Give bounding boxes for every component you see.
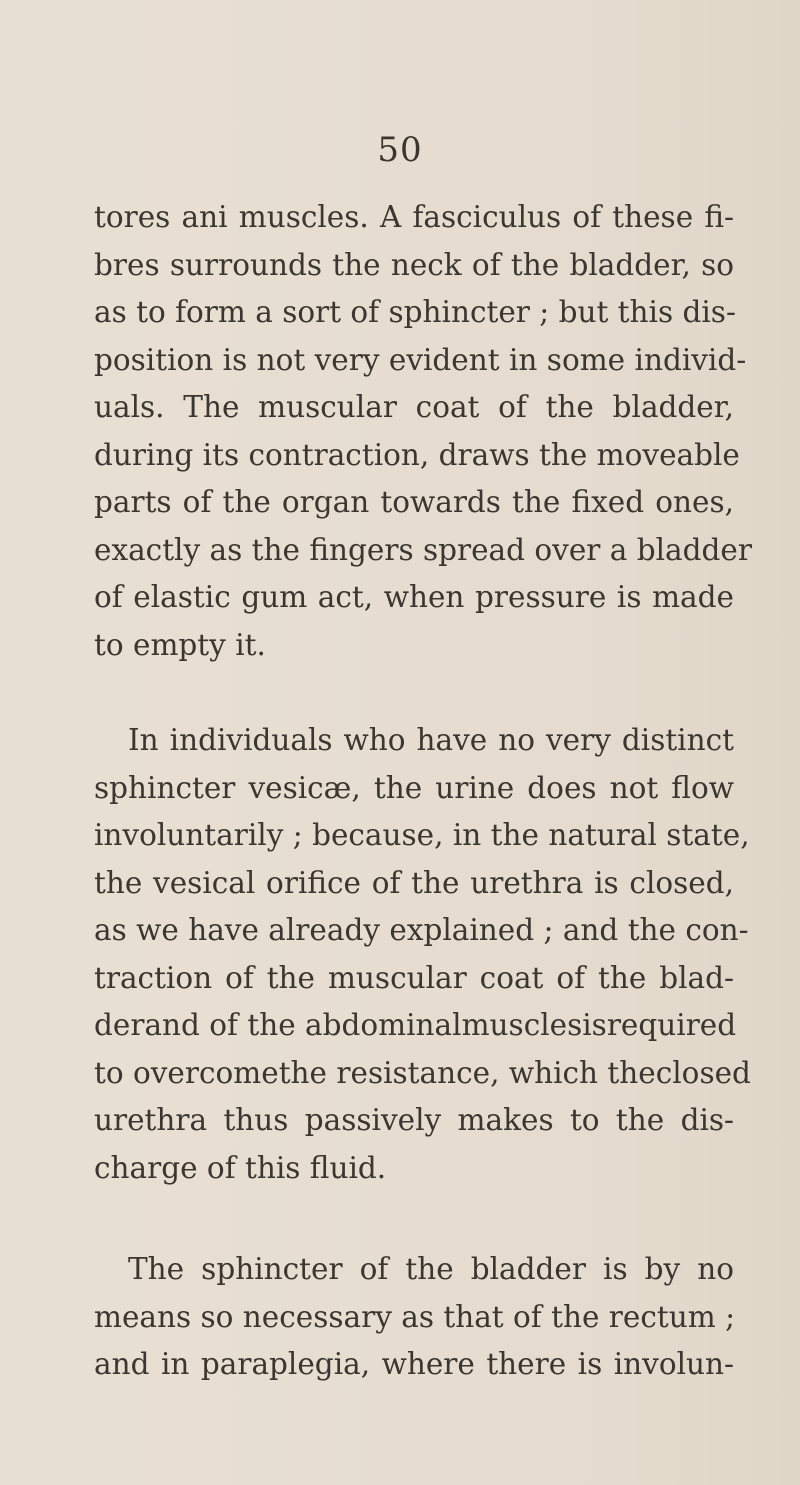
text-line: traction of the muscular coat of the blad- [94,960,734,995]
text-line: involuntarily ; because, in the natural state, [94,818,750,852]
text-line: The sphincter of the bladder is by no [128,1252,734,1286]
text-line: position is not very evident in some individ- [94,342,747,377]
text-line: as we have already explained ; and the con- [94,913,749,947]
text-line: exactly as the fingers spread over a bladder [94,532,752,567]
text-line: sphincter vesicæ, the urine does not flow [94,770,734,805]
paragraph-spacer [94,669,734,717]
text-line: means so necessary as that of the rectum ; [94,1299,736,1334]
paragraph-spacer [94,1192,734,1246]
text-line: during its contraction, draws the moveable [94,437,740,472]
text-line: derand of the abdominalmusclesisrequired [94,1008,737,1042]
text-line: parts of the organ towards the fixed ones, [94,485,734,519]
text-line: and in paraplegia, where there is involun- [94,1347,734,1381]
paragraph-3 [94,1246,734,1389]
text-line: urethra thus passively makes to the dis- [94,1103,734,1137]
paragraph-1 [94,194,752,669]
text-line: as to form a sort of sphincter ; but this dis- [94,295,736,329]
text-line: to overcomethe resistance, which theclosed [94,1055,751,1090]
text-line: bres surrounds the neck of the bladder, so [94,247,734,282]
text-line: charge of this fluid. [94,1150,387,1185]
page-number: 50 [377,130,423,170]
text-line: uals. The muscular coat of the bladder, [94,390,734,424]
paragraph-2 [94,717,751,1192]
text-line: In individuals who have no very distinct [128,723,734,757]
text-line: to empty it. [94,627,266,662]
text-line: of elastic gum act, when pressure is made [94,580,734,614]
body-text [94,194,752,1389]
text-line: the vesical orifice of the urethra is closed, [94,865,734,900]
text-line: tores ani muscles. A fasciculus of these fi- [94,200,734,234]
